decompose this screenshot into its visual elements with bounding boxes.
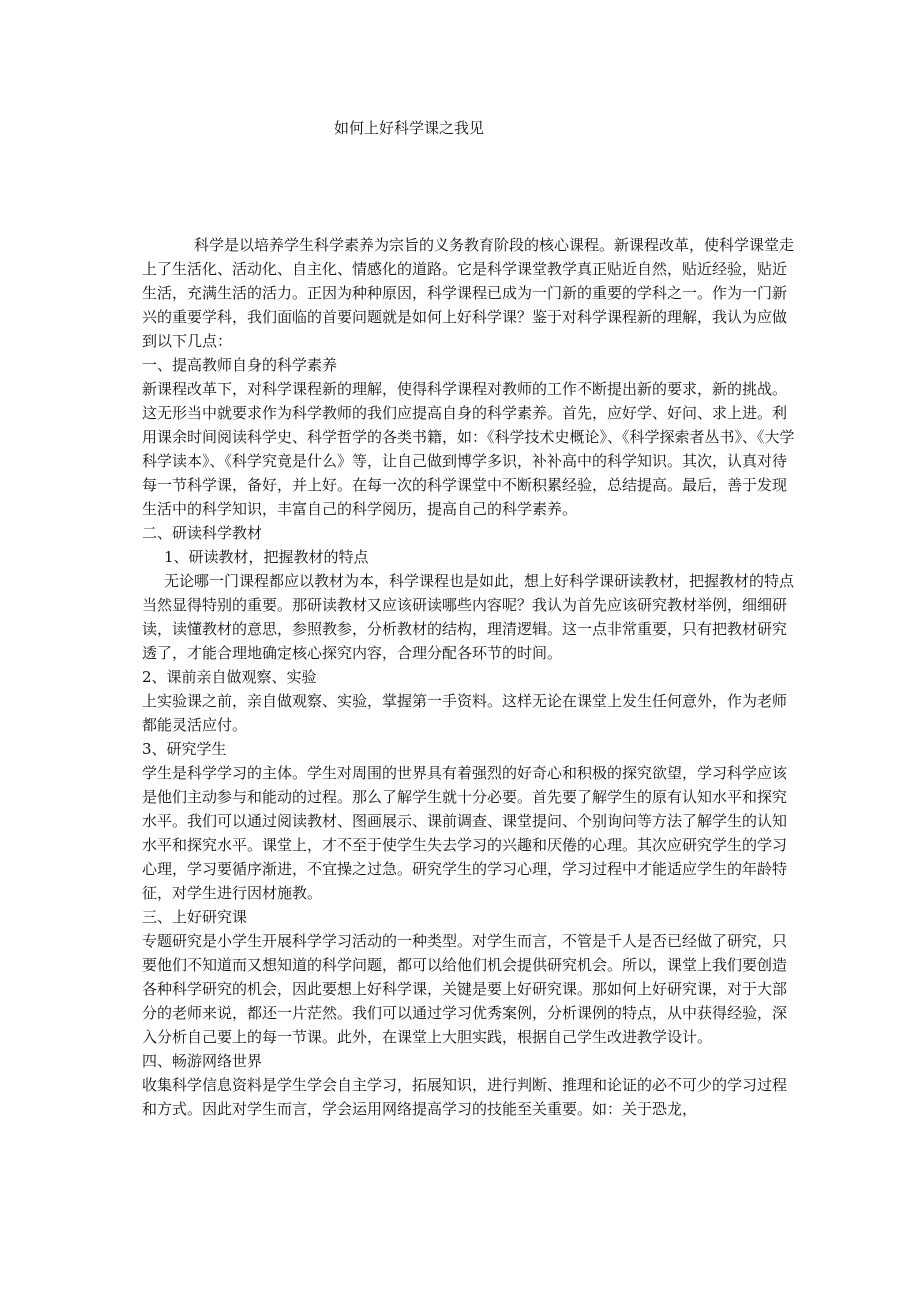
section-2-heading: 二、研读科学教材 [142, 524, 263, 542]
section-4-heading: 四、畅游网络世界 [142, 1052, 263, 1070]
section-1-paragraph: 新课程改革下，对科学课程新的理解，使得科学课程对教师的工作不断提出新的要求，新的挑战。这无形当中就要求作为科学教师的我们应提高自身的科学素养。首先，应好学、好问、求上进。利用课余时间阅读科学史、科学哲学的各类书籍，如：《科学技术史概论》、《科学探索者丛书》、《大学科学读本》、《科学究竟是什么》等，让自己做到博学多识，补补高中的科学知识。其次，认真对待每一节科学课，备好，并上好。在每一次的科学课堂中不断积累经验，总结提高。最后，善于发现生活中的科学知识，丰富自己的科学阅历，提高自己的科学素养。 [142, 380, 795, 518]
section-2-sub-3-paragraph: 学生是科学学习的主体。学生对周围的世界具有着强烈的好奇心和积极的探究欲望，学习科学应该是他们主动参与和能动的过程。那么了解学生就十分必要。首先要了解学生的原有认知水平和探究水平。我们可以通过阅读教材、图画展示、课前调查、课堂提问、个别询问等方法了解学生的认知水平和探究水平。课堂上，才不至于使学生失去学习的兴趣和厌倦的心理。其次应研究学生的学习心理，学习要循序渐进，不宜操之过急。研究学生的学习心理，学习过程中才能适应学生的年龄特征，对学生进行因材施教。 [142, 764, 788, 902]
section-3-paragraph: 专题研究是小学生开展科学学习活动的一种类型。对学生而言，不管是千人是否已经做了研究，只要他们不知道而又想知道的科学问题，都可以给他们机会提供研究机会。所以，课堂上我们要创造各种科学研究的机会，因此要想上好科学课，关键是要上好研究课。那如何上好研究课，对于大部分的老师来说，都还一片茫然。我们可以通过学习优秀案例，分析课例的特点，从中获得经验，深入分析自己要上的每一节课。此外，在课堂上大胆实践，根据自己学生改进教学设计。 [142, 932, 788, 1046]
section-2-sub-2-paragraph: 上实验课之前，亲自做观察、实验，掌握第一手资料。这样无论在课堂上发生任何意外，作为老师都能灵活应付。 [142, 692, 788, 734]
intro-paragraph: 科学是以培养学生科学素养为宗旨的义务教育阶段的核心课程。新课程改革，使科学课堂走上了生活化、活动化、自主化、情感化的道路。它是科学课堂教学真正贴近自然，贴近经验，贴近生活，充满生活的活力。正因为种种原因，科学课程已成为一门新的重要的学科之一。作为一门新兴的重要学科，我们面临的首要问题就是如何上好科学课？鉴于对科学课程新的理解，我认为应做到以下几点： [142, 236, 795, 350]
section-4-paragraph: 收集科学信息资料是学生学会自主学习，拓展知识，进行判断、推理和论证的必不可少的学习过程和方式。因此对学生而言，学会运用网络提高学习的技能至关重要。如：关于恐龙， [142, 1076, 788, 1118]
section-2-sub-1-heading: 1、研读教材，把握教材的特点 [164, 548, 369, 566]
document-title: 如何上好科学课之我见 [334, 119, 485, 137]
section-2-sub-1-paragraph: 无论哪一门课程都应以教材为本，科学课程也是如此，想上好科学课研读教材，把握教材的特点当然显得特别的重要。那研读教材又应该研读哪些内容呢？我认为首先应该研究教材举例，细细研读，读懂教材的意思，参照教参，分析教材的结构，理清逻辑。这一点非常重要，只有把教材研究透了，才能合理地确定核心探究内容，合理分配各环节的时间。 [142, 572, 795, 662]
section-2-sub-3-heading: 3、研究学生 [142, 740, 227, 758]
document-body [142, 233, 797, 1121]
section-2-sub-2-heading: 2、课前亲自做观察、实验 [142, 668, 317, 686]
section-3-heading: 三、上好研究课 [142, 908, 248, 926]
section-1-heading: 一、提高教师自身的科学素养 [142, 356, 338, 374]
